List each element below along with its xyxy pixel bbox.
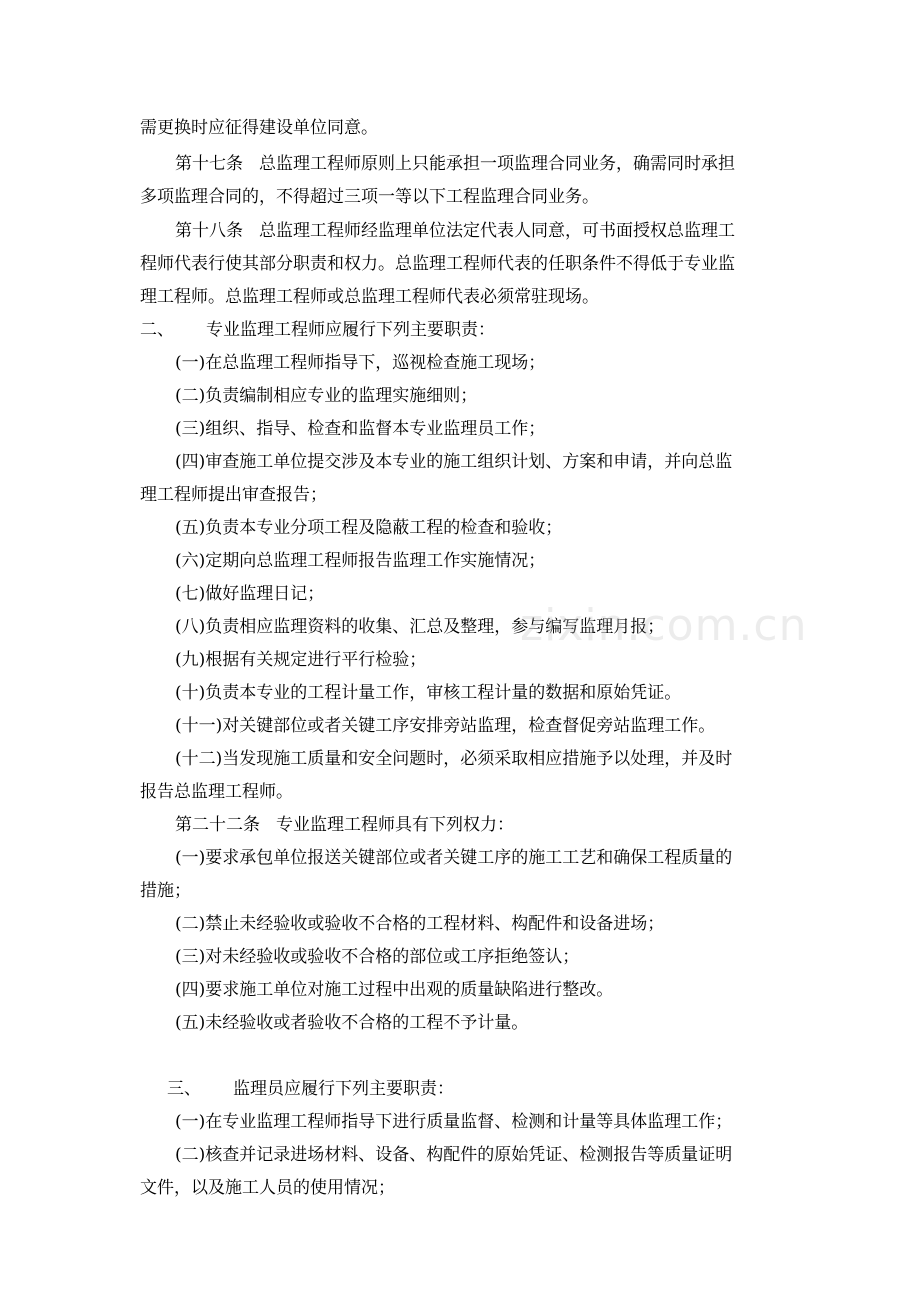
- list-item: [175, 979, 613, 1001]
- list-item-text: (十一)对关键部位或者关键工序安排旁站监理，检查督促旁站监理工作。: [175, 716, 716, 736]
- list-item: [175, 451, 732, 473]
- list-item-text: (三)对未经验收或验收不合格的部位或工序拒绝签认；: [175, 947, 580, 967]
- text-line: [140, 286, 599, 308]
- list-item-text: (四)要求施工单位对施工过程中出观的质量缺陷进行整改。: [175, 980, 614, 1000]
- line-text: 总监理工程师原则上只能承担一项监理合同业务，确需同时承担: [259, 154, 735, 174]
- line-text: 程师代表行使其部分职责和权力。总监理工程师代表的任职条件不得低于专业监: [140, 254, 735, 274]
- article-22-line: [175, 814, 514, 836]
- list-item-text: (二)禁止未经验收或验收不合格的工程材料、构配件和设备进场；: [175, 914, 665, 934]
- list-item-text: (二)核查并记录进场材料、设备、构配件的原始凭证、检测报告等质量证明: [175, 1145, 733, 1165]
- list-item: [175, 385, 477, 407]
- list-item: [175, 517, 562, 539]
- line-text: 报告总监理工程师。: [140, 782, 293, 802]
- list-item-text: (十二)当发现施工质量和安全问题时，必须采取相应措施予以处理，并及时: [175, 749, 733, 769]
- article-number: 第十七条: [175, 154, 243, 174]
- list-item: [175, 418, 545, 440]
- list-item: [175, 1144, 732, 1166]
- list-item-text: (一)在总监理工程师指导下，巡视检查施工现场；: [175, 353, 546, 373]
- text-line: [140, 186, 599, 208]
- article-18-line: [175, 220, 735, 242]
- list-item-text: (七)做好监理日记；: [175, 584, 325, 604]
- watermark: zixin.com.cn: [520, 600, 808, 651]
- list-item-text: (八)负责相应监理资料的收集、汇总及整理，参与编写监理月报；: [175, 617, 665, 637]
- list-item-text: (十)负责本专业的工程计量工作，审核工程计量的数据和原始凭证。: [175, 683, 682, 703]
- article-number: 第二十二条: [175, 815, 260, 835]
- line-text: 需更换时应征得建设单位同意。: [140, 118, 378, 138]
- list-item-text: (五)未经验收或者验收不合格的工程不予计量。: [175, 1013, 529, 1033]
- section-title: 监理员应履行下列主要职责：: [233, 1079, 454, 1099]
- section-heading-3: [167, 1078, 454, 1100]
- section-number: 三、: [167, 1079, 201, 1099]
- list-item-text: (三)组织、指导、检查和监督本专业监理员工作；: [175, 419, 546, 439]
- line-text: 措施；: [140, 881, 191, 901]
- list-item: [175, 847, 732, 869]
- section-title: 专业监理工程师应履行下列主要职责：: [206, 320, 495, 340]
- list-item: [175, 913, 664, 935]
- text-line: [140, 781, 293, 803]
- list-item: [175, 946, 579, 968]
- list-item: [175, 352, 545, 374]
- list-item: [175, 715, 715, 737]
- list-item: [175, 748, 732, 770]
- list-item-text: (四)审查施工单位提交涉及本专业的施工组织计划、方案和申请，并向总监: [175, 452, 733, 472]
- list-item-text: (一)在专业监理工程师指导下进行质量监督、检测和计量等具体监理工作；: [175, 1112, 733, 1132]
- list-item: [175, 682, 681, 704]
- list-item-text: (五)负责本专业分项工程及隐蔽工程的检查和验收；: [175, 518, 563, 538]
- list-item: [175, 550, 545, 572]
- list-item-text: (二)负责编制相应专业的监理实施细则；: [175, 386, 478, 406]
- list-item-text: (一)要求承包单位报送关键部位或者关键工序的施工工艺和确保工程质量的: [175, 848, 733, 868]
- section-heading-2: [140, 319, 495, 341]
- list-item: [175, 649, 426, 671]
- list-item: [175, 1012, 528, 1034]
- line-text: 理工程师提出审查报告；: [140, 485, 327, 505]
- line-text: 理工程师。总监理工程师或总监理工程师代表必须常驻现场。: [140, 287, 599, 307]
- list-item: [175, 583, 324, 605]
- text-line: [140, 484, 327, 506]
- article-17-line: [175, 153, 735, 175]
- text-line: [140, 253, 735, 275]
- article-number: 第十八条: [175, 221, 243, 241]
- text-line: [140, 117, 378, 139]
- list-item-text: (六)定期向总监理工程师报告监理工作实施情况；: [175, 551, 546, 571]
- list-item-text: (九)根据有关规定进行平行检验；: [175, 650, 427, 670]
- line-text: 总监理工程师经监理单位法定代表人同意，可书面授权总监理工: [259, 221, 735, 241]
- line-text: 文件，以及施工人员的使用情况；: [140, 1178, 395, 1198]
- text-line: [140, 880, 191, 902]
- section-number: 二、: [140, 320, 174, 340]
- line-text: 专业监理工程师具有下列权力：: [276, 815, 514, 835]
- line-text: 多项监理合同的，不得超过三项一等以下工程监理合同业务。: [140, 187, 599, 207]
- text-line: [140, 1177, 395, 1199]
- list-item: [175, 1111, 732, 1133]
